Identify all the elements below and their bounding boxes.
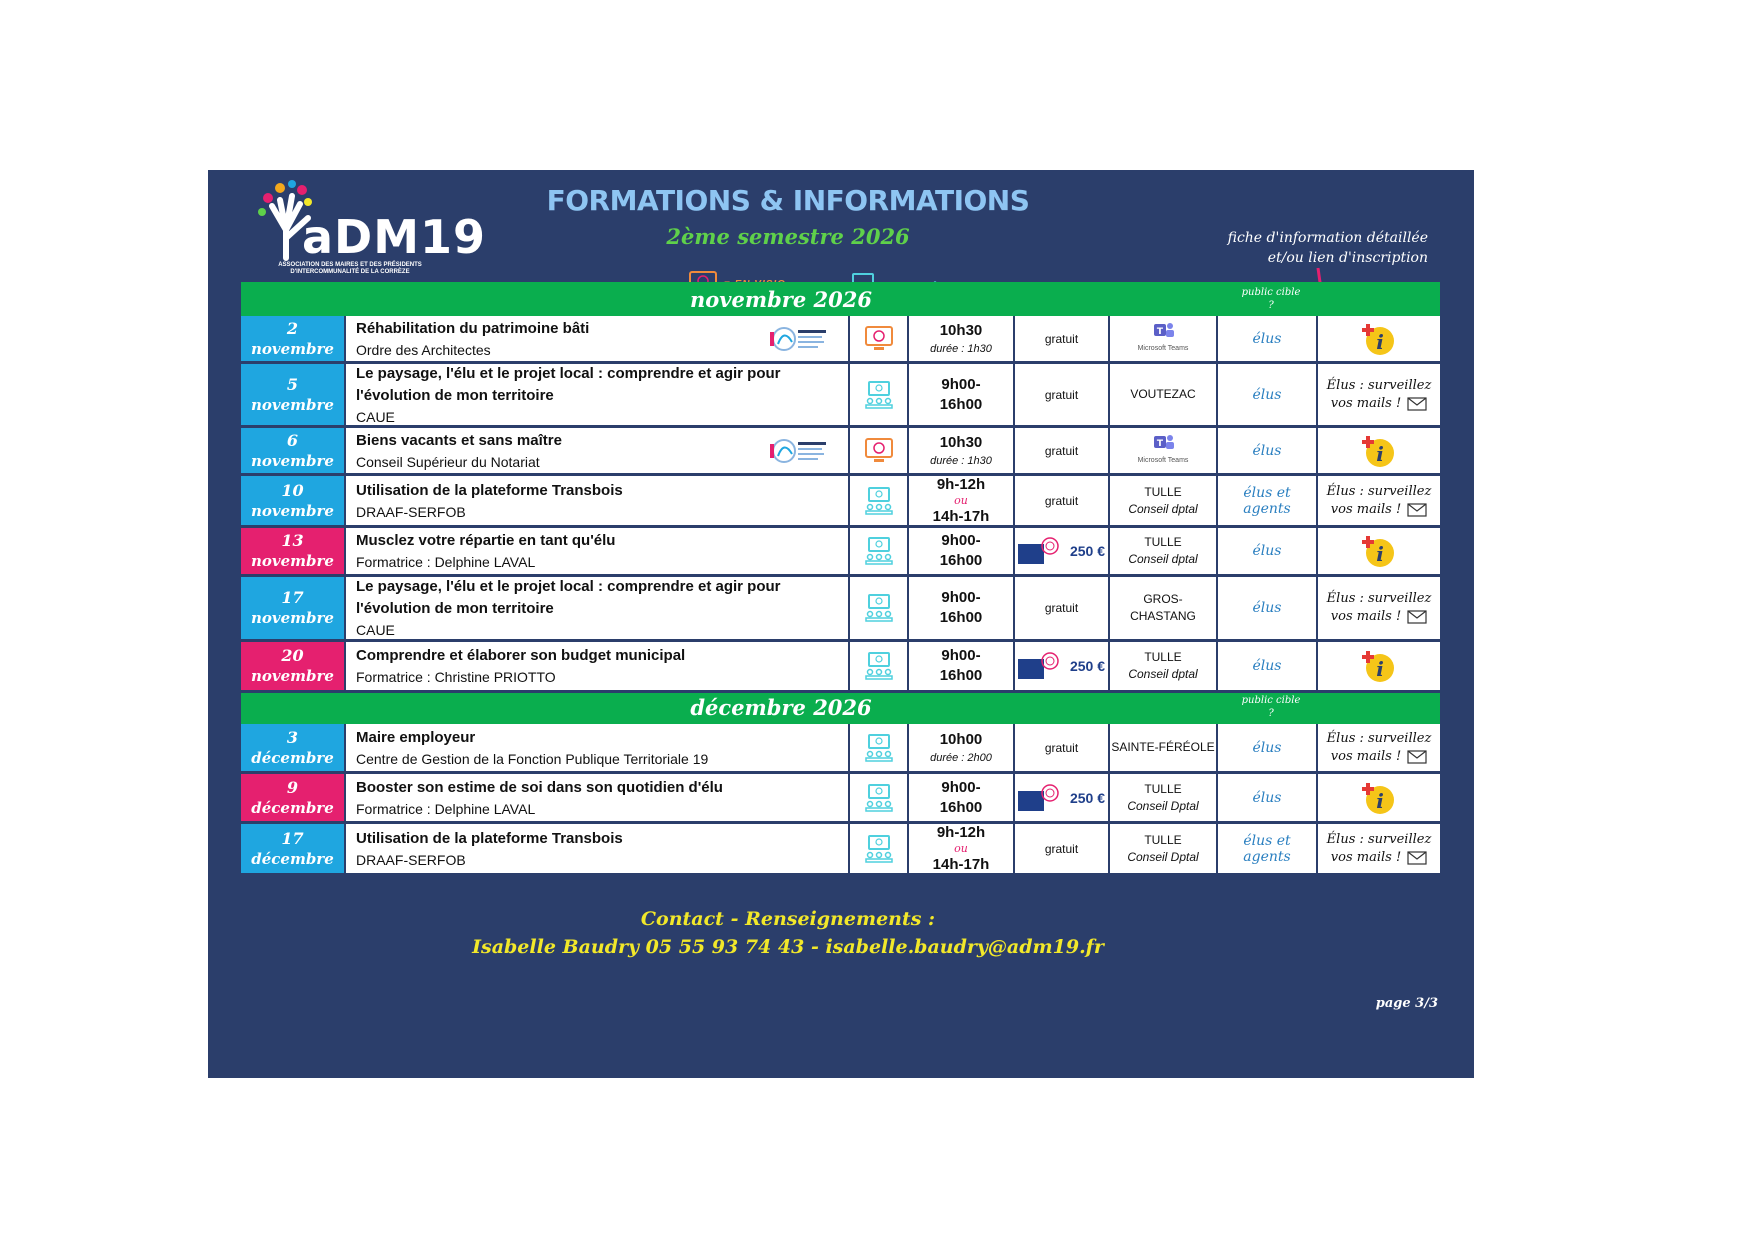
- location-sub: CHASTANG: [1130, 609, 1196, 623]
- svg-text:i: i: [1376, 657, 1384, 681]
- training-title: Utilisation de la plateforme Transbois: [356, 829, 623, 847]
- price-cell: gratuit: [1015, 476, 1110, 525]
- page-title: FORMATIONS & INFORMATIONS: [546, 184, 1030, 217]
- presentiel-icon: [864, 536, 894, 566]
- training-organizer: Centre de Gestion de la Fonction Publique Territoriale 19: [356, 750, 709, 767]
- info-cell[interactable]: [1318, 428, 1440, 473]
- training-title: Le paysage, l'élu et le projet local : comprendre et agir pour: [356, 364, 781, 382]
- page-number: page 3/3: [1375, 996, 1438, 1011]
- info-cell[interactable]: [1318, 364, 1440, 425]
- poster: [208, 170, 1474, 1078]
- date-cell: [241, 476, 346, 525]
- date-month: novembre: [251, 339, 334, 358]
- visio-icon: [864, 437, 894, 465]
- mail-icon: [1407, 397, 1427, 411]
- info-mail-line1: Élus : surveillez: [1326, 377, 1432, 393]
- time-cell: [909, 642, 1015, 690]
- price-amount: 250 €: [1069, 543, 1106, 559]
- contact-line[interactable]: Isabelle Baudry 05 55 93 74 43 - isabelle.baudry@adm19.fr: [472, 936, 1104, 958]
- presentiel-icon: [864, 733, 894, 763]
- time-end: 14h-17h: [932, 507, 990, 525]
- public-cell: élus et agents: [1218, 824, 1318, 873]
- date-day: 10: [281, 480, 304, 500]
- location-name: TULLE: [1144, 535, 1182, 549]
- time-end: 14h-17h: [932, 855, 990, 873]
- title-cell: [346, 724, 850, 771]
- info-icon[interactable]: [1362, 434, 1396, 468]
- time-start: 9h00-: [941, 375, 981, 393]
- date-cell: [241, 577, 346, 639]
- table-row: [241, 774, 1440, 824]
- title-cell: [346, 824, 850, 873]
- title-cell: [346, 364, 850, 425]
- info-mail-line1: Élus : surveillez: [1326, 591, 1432, 606]
- date-cell: [241, 724, 346, 771]
- time-start: 9h00-: [941, 778, 981, 796]
- svg-text:i: i: [1376, 329, 1384, 354]
- table-row: [241, 316, 1440, 364]
- location-cell: [1110, 824, 1218, 873]
- location-cell: [1110, 316, 1218, 361]
- info-cell[interactable]: [1318, 824, 1440, 873]
- table-row: [241, 364, 1440, 428]
- time-end: 16h00: [939, 609, 983, 626]
- date-month: novembre: [251, 552, 334, 570]
- date-cell: [241, 774, 346, 821]
- duration: durée : 1h30: [930, 454, 992, 467]
- info-icon[interactable]: [1362, 534, 1396, 568]
- date-day: 5: [286, 374, 299, 394]
- mode-cell: [850, 724, 909, 771]
- price-cell: gratuit: [1015, 364, 1110, 425]
- location-name: SAINTE-FÉRÉOLE: [1111, 740, 1215, 754]
- public-cible-label: public cible ?: [1241, 287, 1301, 311]
- date-month: décembre: [251, 849, 334, 868]
- price-cell: gratuit: [1015, 824, 1110, 873]
- time-cell: [909, 476, 1015, 525]
- time-start: 10h30: [939, 321, 983, 339]
- date-cell: [241, 428, 346, 473]
- training-title: Maire employeur: [356, 728, 476, 746]
- location-cell: [1110, 774, 1218, 821]
- time-cell: [909, 577, 1015, 639]
- training-organizer: Ordre des Architectes: [356, 341, 491, 358]
- training-title: Le paysage, l'élu et le projet local : comprendre et agir pour: [356, 578, 781, 595]
- time-start: 10h30: [939, 433, 983, 451]
- svg-text:i: i: [1376, 788, 1384, 813]
- time-start: 9h00-: [941, 647, 981, 664]
- date-month: novembre: [251, 609, 334, 627]
- location-cell: [1110, 476, 1218, 525]
- public-cell: élus: [1218, 577, 1318, 639]
- location-sub: Conseil dptal: [1128, 552, 1198, 566]
- date-cell: [241, 824, 346, 873]
- table-row: [241, 428, 1440, 476]
- info-note-line1: fiche d'information détaillée: [1227, 230, 1428, 246]
- title-cell: [346, 428, 850, 473]
- price-cell: [1015, 642, 1110, 690]
- info-cell[interactable]: [1318, 316, 1440, 361]
- info-cell[interactable]: [1318, 528, 1440, 574]
- time-cell: [909, 824, 1015, 873]
- mail-icon: [1407, 851, 1427, 865]
- location-sub: Conseil Dptal: [1127, 798, 1199, 813]
- date-month: novembre: [251, 451, 334, 470]
- logo-subtitle: ASSOCIATION DES MAIRES ET DES PRÉSIDENTS D'INTERCOMMUNALITÉ DE LA CORRÈZE: [278, 262, 422, 275]
- table-row: [241, 724, 1440, 774]
- public-cell: élus: [1218, 642, 1318, 690]
- info-icon[interactable]: [1362, 322, 1396, 356]
- table-row: [241, 824, 1440, 876]
- location-name: TULLE: [1144, 781, 1182, 796]
- title-cell: [346, 577, 850, 639]
- info-cell[interactable]: [1318, 476, 1440, 525]
- university-logo-icon: [770, 324, 830, 354]
- info-mail-line2: vos mails !: [1331, 608, 1427, 626]
- month-title: décembre 2026: [690, 695, 872, 720]
- location-sub: Conseil dptal: [1128, 501, 1198, 516]
- date-day: 2: [286, 318, 299, 338]
- time-cell: [909, 428, 1015, 473]
- mode-cell: [850, 642, 909, 690]
- info-mail-line2: vos mails !: [1331, 501, 1427, 519]
- public-cell: élus: [1218, 724, 1318, 771]
- public-cell: élus: [1218, 528, 1318, 574]
- mon-compte-elu-icon: [1018, 783, 1060, 813]
- title-cell: [346, 316, 850, 361]
- presentiel-icon: [864, 834, 894, 864]
- mail-icon: [1407, 610, 1427, 624]
- mode-cell: [850, 528, 909, 574]
- title-cell: [346, 476, 850, 525]
- time-start: 9h00-: [941, 532, 981, 549]
- time-or: ou: [954, 841, 968, 855]
- training-organizer: CAUE: [356, 408, 395, 425]
- price-cell: gratuit: [1015, 316, 1110, 361]
- title-cell: [346, 528, 850, 574]
- title-cell: [346, 774, 850, 821]
- presentiel-icon: [864, 380, 894, 410]
- time-cell: [909, 528, 1015, 574]
- svg-text:T: T: [1156, 327, 1164, 337]
- date-day: 6: [286, 430, 299, 450]
- time-start: 10h00: [939, 730, 983, 748]
- table-row: [241, 528, 1440, 577]
- mon-compte-elu-icon: [1018, 536, 1060, 566]
- price-amount: 250 €: [1069, 789, 1106, 806]
- training-organizer: DRAAF-SERFOB: [356, 851, 466, 868]
- mode-cell: [850, 316, 909, 361]
- training-organizer: DRAAF-SERFOB: [356, 503, 466, 520]
- mode-cell: [850, 824, 909, 873]
- logo-text: aDM19: [302, 210, 487, 264]
- presentiel-icon: [864, 593, 894, 623]
- time-start: 9h-12h: [936, 823, 986, 841]
- location-cell: [1110, 577, 1218, 639]
- mon-compte-elu-icon: [1018, 651, 1060, 681]
- date-day: 13: [281, 531, 304, 550]
- info-note-line2: et/ou lien d'inscription: [1267, 250, 1428, 266]
- info-mail-line1: Élus : surveillez: [1326, 831, 1432, 847]
- date-month: décembre: [251, 798, 334, 817]
- presentiel-icon: [864, 783, 894, 813]
- date-day: 3: [286, 727, 299, 747]
- date-day: 17: [281, 588, 304, 607]
- info-note: [1198, 228, 1428, 268]
- teams-icon: [1150, 432, 1176, 452]
- training-title: Biens vacants et sans maître: [356, 431, 562, 449]
- time-start: 9h00-: [941, 589, 981, 606]
- price-cell: [1015, 774, 1110, 821]
- location-name: GROS-: [1143, 592, 1183, 606]
- university-logo-icon: [770, 436, 830, 466]
- teams-label: Microsoft Teams: [1137, 457, 1189, 464]
- presentiel-icon: [864, 486, 894, 516]
- training-title: Booster son estime de soi dans son quotidien d'élu: [356, 778, 723, 796]
- public-cell: élus: [1218, 774, 1318, 821]
- location-name: TULLE: [1144, 650, 1182, 664]
- info-mail-line2: vos mails !: [1331, 748, 1427, 766]
- price-cell: gratuit: [1015, 724, 1110, 771]
- training-title: Comprendre et élaborer son budget municipal: [356, 647, 686, 664]
- location-cell: [1110, 642, 1218, 690]
- mode-cell: [850, 774, 909, 821]
- title-cell: [346, 642, 850, 690]
- time-end: 16h00: [939, 395, 983, 413]
- info-cell[interactable]: [1318, 724, 1440, 771]
- info-mail-line1: Élus : surveillez: [1326, 730, 1432, 746]
- location-cell: [1110, 528, 1218, 574]
- month-header-1: [241, 690, 1440, 726]
- mode-cell: [850, 476, 909, 525]
- svg-text:T: T: [1156, 439, 1164, 449]
- training-organizer: Formatrice : Christine PRIOTTO: [356, 669, 556, 685]
- time-end: 16h00: [939, 552, 983, 569]
- info-icon[interactable]: [1362, 649, 1396, 683]
- info-cell[interactable]: [1318, 642, 1440, 690]
- location-cell: [1110, 724, 1218, 771]
- duration: durée : 2h00: [930, 751, 992, 764]
- price-cell: [1015, 528, 1110, 574]
- info-cell[interactable]: [1318, 577, 1440, 639]
- table-row: [241, 577, 1440, 642]
- location-cell: [1110, 428, 1218, 473]
- date-month: novembre: [251, 501, 334, 520]
- location-name: TULLE: [1144, 832, 1182, 847]
- info-cell[interactable]: [1318, 774, 1440, 821]
- date-cell: [241, 642, 346, 690]
- date-month: novembre: [251, 667, 334, 685]
- training-organizer: Conseil Supérieur du Notariat: [356, 453, 540, 470]
- visio-icon: [864, 325, 894, 353]
- mail-icon: [1407, 503, 1427, 517]
- public-cell: élus: [1218, 364, 1318, 425]
- month-title: novembre 2026: [690, 287, 872, 312]
- presentiel-icon: [864, 651, 894, 681]
- location-name: TULLE: [1144, 484, 1182, 499]
- training-organizer: Formatrice : Delphine LAVAL: [356, 800, 536, 817]
- svg-text:i: i: [1376, 542, 1384, 566]
- mail-icon: [1407, 750, 1427, 764]
- location-sub: Conseil dptal: [1128, 667, 1198, 681]
- date-month: novembre: [251, 395, 334, 414]
- date-month: décembre: [251, 748, 334, 767]
- date-day: 17: [281, 828, 304, 848]
- time-cell: [909, 724, 1015, 771]
- training-organizer: CAUE: [356, 622, 395, 638]
- mode-cell: [850, 577, 909, 639]
- info-mail-line1: Élus : surveillez: [1326, 483, 1432, 499]
- date-cell: [241, 528, 346, 574]
- month-header-0: [241, 282, 1440, 318]
- time-end: 16h00: [939, 667, 983, 684]
- training-title: Réhabilitation du patrimoine bâti: [356, 319, 590, 337]
- location-sub: Conseil Dptal: [1127, 849, 1199, 864]
- mode-cell: [850, 428, 909, 473]
- mode-cell: [850, 364, 909, 425]
- teams-label: Microsoft Teams: [1137, 345, 1189, 352]
- time-start: 9h-12h: [936, 475, 986, 493]
- time-or: ou: [954, 493, 968, 507]
- location-name: VOUTEZAC: [1130, 387, 1196, 401]
- info-mail-line2: vos mails !: [1331, 395, 1427, 413]
- price-cell: gratuit: [1015, 428, 1110, 473]
- location-cell: [1110, 364, 1218, 425]
- public-cell: élus: [1218, 316, 1318, 361]
- training-title-line2: l'évolution de mon territoire: [356, 600, 554, 617]
- price-cell: gratuit: [1015, 577, 1110, 639]
- training-title: Musclez votre répartie en tant qu'élu: [356, 532, 616, 549]
- time-end: 16h00: [939, 798, 983, 816]
- time-cell: [909, 364, 1015, 425]
- teams-icon: [1150, 320, 1176, 340]
- time-cell: [909, 774, 1015, 821]
- page-subtitle: 2ème semestre 2026: [666, 224, 910, 249]
- date-cell: [241, 364, 346, 425]
- training-title-line2: l'évolution de mon territoire: [356, 386, 554, 404]
- university-logo: [770, 436, 830, 466]
- date-cell: [241, 316, 346, 361]
- training-organizer: Formatrice : Delphine LAVAL: [356, 554, 536, 570]
- university-logo: [770, 324, 830, 354]
- date-day: 20: [281, 646, 304, 665]
- table-row: [241, 642, 1440, 693]
- training-title: Utilisation de la plateforme Transbois: [356, 481, 623, 499]
- info-mail-line2: vos mails !: [1331, 849, 1427, 867]
- date-day: 9: [286, 777, 299, 797]
- svg-text:i: i: [1376, 441, 1384, 466]
- time-cell: [909, 316, 1015, 361]
- public-cell: élus: [1218, 428, 1318, 473]
- duration: durée : 1h30: [930, 342, 992, 355]
- adm19-logo: [250, 178, 500, 278]
- public-cell: élus et agents: [1218, 476, 1318, 525]
- price-amount: 250 €: [1069, 658, 1106, 674]
- public-cible-label: public cible ?: [1241, 695, 1301, 719]
- table-row: [241, 476, 1440, 528]
- contact-title: Contact - Renseignements :: [640, 908, 936, 930]
- info-icon[interactable]: [1362, 781, 1396, 815]
